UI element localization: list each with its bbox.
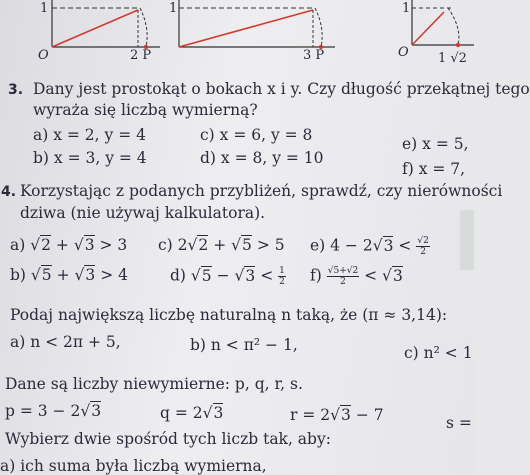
q6-r: r = 2√3 − 7: [290, 406, 384, 424]
figure-3-point-label: 1 √2: [438, 51, 467, 66]
q3-option-b: b) x = 3, y = 4: [33, 149, 147, 167]
q3-option-d: d) x = 8, y = 10: [200, 149, 324, 167]
q6-choose: Wybierz dwie spośród tych liczb tak, aby:: [5, 430, 331, 448]
q6-q: q = 2√3: [160, 404, 224, 422]
q4-number: 4.: [1, 184, 17, 200]
q3-text-line2: wyraża się liczbą wymierną?: [33, 101, 258, 119]
figure-3-origin-label: O: [398, 45, 409, 60]
figure-1-tick-label: 1: [40, 1, 49, 16]
q6-option-a: a) ich suma była liczbą wymierna,: [0, 457, 267, 475]
figure-2-point-label: 3 P: [303, 48, 325, 63]
q5-option-c: c) n² < 1: [404, 344, 473, 362]
q4-item-e: e) 4 − 2√3 < $\frac{√2}{2}$: [310, 236, 429, 257]
q3-option-f: f) x = 7,: [402, 160, 466, 178]
q6-title: Dane są liczby niewymierne: p, q, r, s.: [5, 375, 303, 393]
q3-option-e: e) x = 5,: [402, 135, 469, 153]
q4-item-c: c) 2√2 + √5 > 5: [158, 236, 285, 254]
q4-item-b: b) √5 + √3 > 4: [10, 266, 128, 284]
q4-item-d: d) √5 − √3 < $\frac{1}{2}$: [170, 266, 285, 287]
q4-item-a: a) √2 + √3 > 3: [10, 236, 128, 254]
q5-option-a: a) n < 2π + 5,: [10, 333, 121, 351]
q6-p: p = 3 − 2√3: [5, 402, 102, 420]
q3-text-line1: Dany jest prostokąt o bokach x i y. Czy długość przekątnej tego: [33, 80, 530, 98]
page-edge-shadow: [460, 210, 474, 270]
figure-1: [0, 0, 170, 62]
figure-2-tick-label: 1: [169, 1, 178, 16]
q4-item-f: f) $\frac{√5+√2}{2}$ < √3: [310, 266, 403, 287]
figure-3-tick-label: 1: [402, 1, 411, 16]
q3-option-a: a) x = 2, y = 4: [33, 126, 146, 144]
q3-option-c: c) x = 6, y = 8: [200, 126, 313, 144]
q4-text-line1: Korzystając z podanych przybliżeń, sprawdź, czy nierówności: [20, 182, 503, 200]
figure-2: [165, 0, 345, 62]
q6-s: s =: [446, 414, 472, 432]
figure-3: [392, 0, 474, 70]
q3-number: 3.: [8, 82, 24, 98]
q4-text-line2: dziwa (nie używaj kalkulatora).: [20, 204, 266, 222]
q5-option-b: b) n < π² − 1,: [190, 336, 298, 354]
figure-1-origin-label: O: [38, 48, 49, 63]
q5-title: Podaj największą liczbę naturalną n taką, że (π ≈ 3,14):: [10, 306, 448, 324]
figure-1-point-label: 2 P: [130, 48, 152, 63]
